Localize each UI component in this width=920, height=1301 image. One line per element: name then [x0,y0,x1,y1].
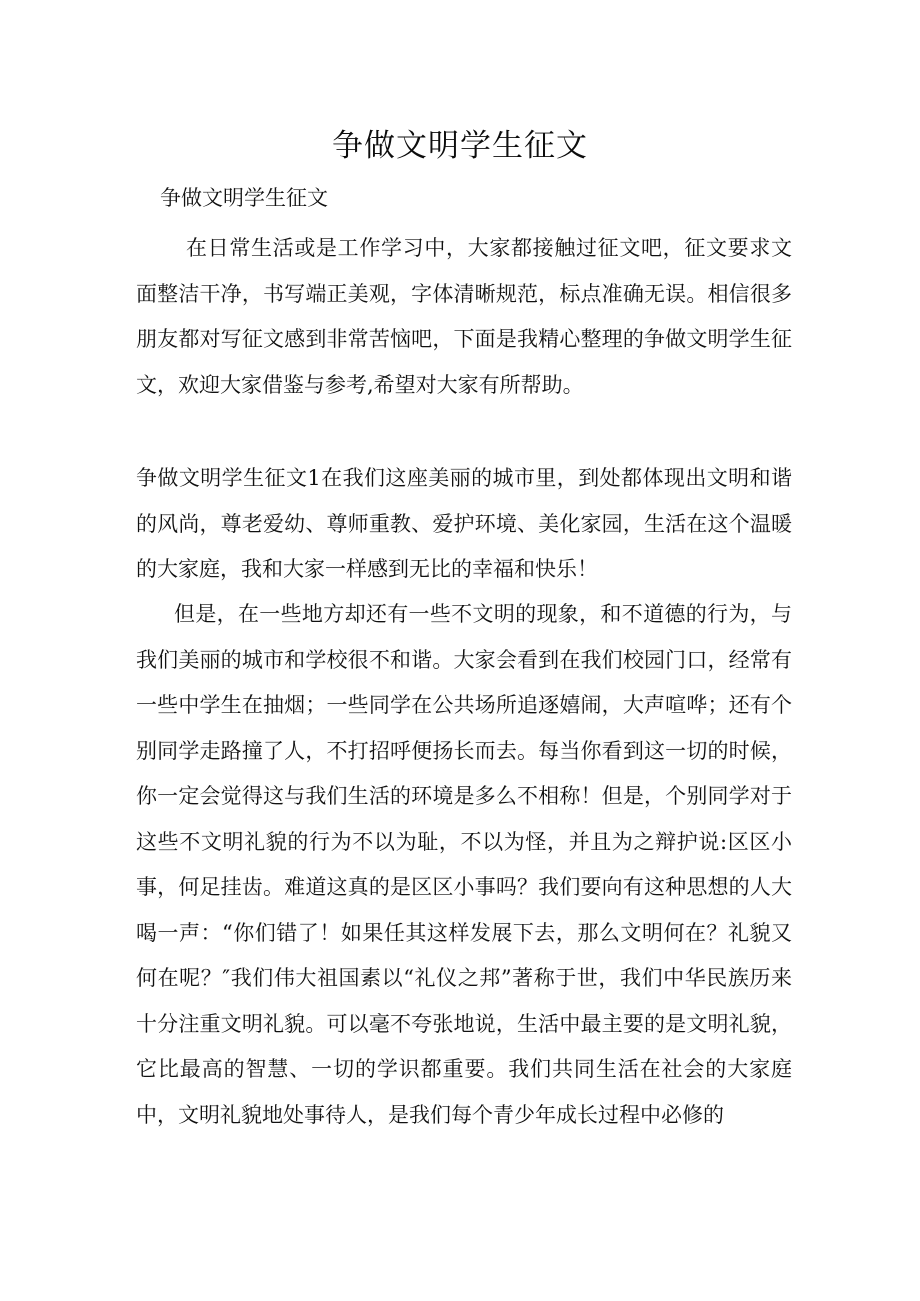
essay-1-body-paragraph: 但是，在一些地方却还有一些不文明的现象，和不道德的行为，与我们美丽的城市和学校很不和谐。大家会看到在我们校园门口，经常有一些中学生在抽烟；一些同学在公共场所追逐嬉闹，大声喧哗；还有个别同学走路撞了人，不打招呼便扬长而去。每当你看到这一切的时候，你一定会觉得这与我们生活的环境是多么不相称！但是，个别同学对于这些不文明礼貌的行为不以为耻，不以为怪，并且为之辩护说:区区小事，何足挂齿。难道这真的是区区小事吗？我们要向有这种思想的人大喝一声：“你们错了！如果任其这样发展下去，那么文明何在？礼貌又何在呢？″我们伟大祖国素以“礼仪之邦”著称于世，我们中华民族历来十分注重文明礼貌。可以毫不夸张地说，生活中最主要的是文明礼貌，它比最高的智慧、一切的学识都重要。我们共同生活在社会的大家庭中，文明礼貌地处事待人，是我们每个青少年成长过程中必修的 [136,602,792,1127]
essay-1-opening-paragraph: 争做文明学生征文1在我们这座美丽的城市里，到处都体现出文明和谐的风尚，尊老爱幼、尊师重教、爱护环境、美化家园，生活在这个温暖的大家庭，我和大家一样感到无比的幸福和快乐！ [136,466,792,581]
document-subtitle: 争做文明学生征文 [160,186,328,210]
document-title: 争做文明学生征文 [332,128,588,164]
intro-paragraph: 在日常生活或是工作学习中，大家都接触过征文吧，征文要求文面整洁干净，书写端正美观，字体清晰规范，标点准确无误。相信很多朋友都对写征文感到非常苦恼吧，下面是我精心整理的争做文明学生征文，欢迎大家借鉴与参考,希望对大家有所帮助。 [136,236,792,397]
